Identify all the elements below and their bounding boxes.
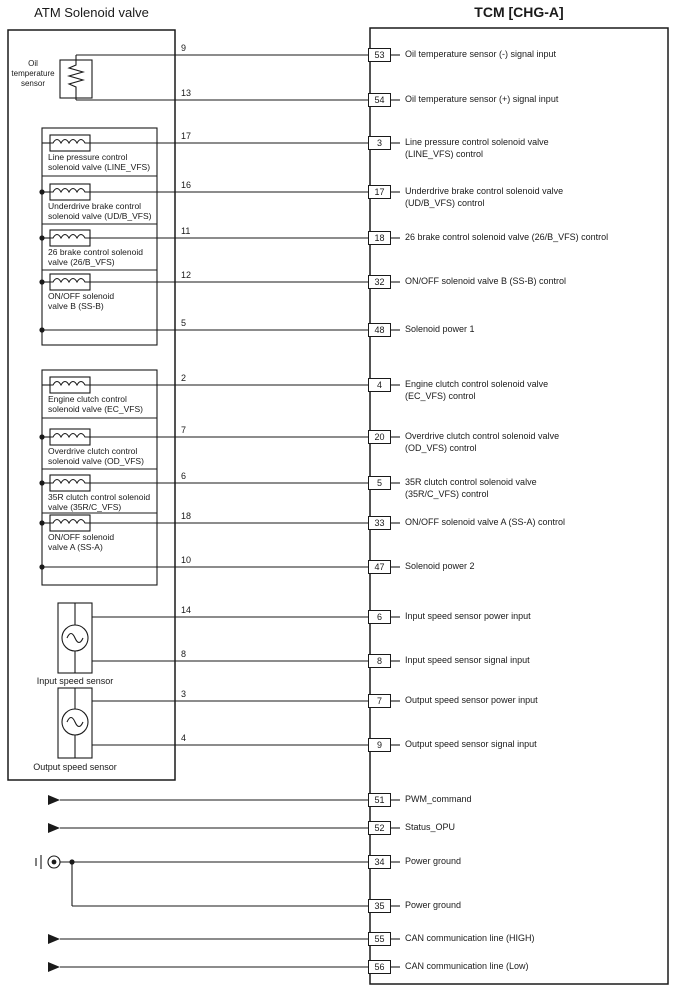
junction-dot	[39, 235, 44, 240]
junction-dot	[39, 564, 44, 569]
tcm-pin-box: 6	[368, 610, 391, 624]
tcm-pin-box: 20	[368, 430, 391, 444]
solenoid-coil-symbol	[50, 377, 90, 393]
tcm-pin-box: 8	[368, 654, 391, 668]
tcm-pin-box: 9	[368, 738, 391, 752]
solenoid-coil-symbol	[50, 429, 90, 445]
solenoid-label: ON/OFF solenoid valve A (SS-A)	[48, 532, 115, 552]
tcm-pin-box: 51	[368, 793, 391, 807]
tcm-pin-box: 17	[368, 185, 391, 199]
tcm-pin-box: 7	[368, 694, 391, 708]
thermistor-zigzag-icon	[69, 60, 83, 98]
wire-pin-number: 14	[181, 605, 192, 615]
wire-pin-number: 10	[181, 555, 192, 565]
sine-icon	[67, 718, 83, 727]
signal-description: Output speed sensor power input	[405, 695, 538, 705]
signal-description: Status_OPU	[405, 822, 456, 832]
wire-pin-number: 5	[181, 318, 187, 328]
signal-arrows	[48, 795, 60, 972]
signal-description: CAN communication line (Low)	[405, 961, 529, 971]
arrow-icon	[48, 934, 60, 944]
wire-pin-number: 12	[181, 270, 192, 280]
output-speed-sensor-label: Output speed sensor	[33, 762, 117, 772]
tcm-pin-box: 4	[368, 378, 391, 392]
wire-pin-number: 6	[181, 471, 187, 481]
solenoid-label: Underdrive brake control solenoid valve (UD/B_VFS)	[48, 201, 152, 221]
signal-description: 35R clutch control solenoid valve (35R/C_VFS) control	[405, 477, 537, 499]
solenoid-coil-symbol	[50, 475, 90, 491]
signal-description: PWM_command	[405, 794, 472, 804]
solenoid-label: Engine clutch control solenoid valve (EC_VFS)	[48, 394, 143, 414]
solenoid-label: 26 brake control solenoid valve (26/B_VFS)	[48, 247, 143, 267]
tcm-pin-box: 48	[368, 323, 391, 337]
wire-pin-number: 18	[181, 511, 192, 521]
signal-description: Oil temperature sensor (+) signal input	[405, 94, 559, 104]
signal-description: ON/OFF solenoid valve B (SS-B) control	[405, 276, 567, 286]
signal-description: Solenoid power 1	[405, 324, 475, 334]
signal-description: Power ground	[405, 900, 462, 910]
solenoid-label: Line pressure control solenoid valve (LINE_VFS)	[48, 152, 151, 172]
wire-pin-number: 8	[181, 649, 187, 659]
pin-stubs	[391, 55, 400, 967]
wire-pin-number: 13	[181, 88, 192, 98]
solenoid-label: ON/OFF solenoid valve B (SS-B)	[48, 291, 115, 311]
wire-pin-number: 16	[181, 180, 192, 190]
tcm-pin-box: 3	[368, 136, 391, 150]
signal-description: Input speed sensor power input	[405, 611, 531, 621]
wire-pin-number: 9	[181, 43, 187, 53]
tcm-pin-box: 32	[368, 275, 391, 289]
arrow-icon	[48, 823, 60, 833]
input-speed-sensor-label: Input speed sensor	[36, 676, 114, 686]
output-speed-sensor-symbol	[58, 688, 92, 758]
tcm-pin-box: 53	[368, 48, 391, 62]
tcm-pin-box: 56	[368, 960, 391, 974]
tcm-pin-box: 5	[368, 476, 391, 490]
sine-icon	[67, 634, 83, 643]
wire-pin-number: 7	[181, 425, 187, 435]
solenoid-coil-symbol	[50, 184, 90, 200]
solenoid-coil-symbol	[50, 135, 90, 151]
oil-temperature-sensor-symbol	[60, 60, 92, 98]
oil-temp-sensor-label: Oil temperature sensor	[11, 59, 55, 88]
atm-title: ATM Solenoid valve	[34, 5, 149, 20]
arrow-icon	[48, 795, 60, 805]
tcm-pin-box: 52	[368, 821, 391, 835]
tcm-title: TCM [CHG-A]	[474, 4, 564, 20]
junction-dot	[39, 434, 44, 439]
solenoid-coil-symbol	[50, 230, 90, 246]
signal-description: Underdrive brake control solenoid valve (UD/B_VFS) control	[405, 186, 564, 208]
signal-description: 26 brake control solenoid valve (26/B_VFS) control	[405, 232, 609, 242]
tcm-box	[370, 28, 668, 984]
tcm-pin-box: 35	[368, 899, 391, 913]
signal-description: CAN communication line (HIGH)	[405, 933, 535, 943]
solenoid-label: 35R clutch control solenoid valve (35R/C_VFS)	[48, 492, 151, 512]
tcm-pin-box: 18	[368, 231, 391, 245]
tcm-pin-box: 33	[368, 516, 391, 530]
tcm-pin-box: 34	[368, 855, 391, 869]
arrow-icon	[48, 962, 60, 972]
solenoid-coil-symbol	[50, 515, 90, 531]
signal-description: Solenoid power 2	[405, 561, 475, 571]
signal-description: Power ground	[405, 856, 462, 866]
signal-description: Line pressure control solenoid valve (LINE_VFS) control	[405, 137, 549, 159]
tcm-pin-box: 47	[368, 560, 391, 574]
signal-description: Output speed sensor signal input	[405, 739, 537, 749]
signal-description: Oil temperature sensor (-) signal input	[405, 49, 557, 59]
wire-pin-number: 11	[181, 226, 191, 236]
junction-dot	[39, 480, 44, 485]
solenoid-coil-symbol	[50, 274, 90, 290]
wire-pin-number: 3	[181, 689, 187, 699]
signal-description: Overdrive clutch control solenoid valve (OD_VFS) control	[405, 431, 560, 453]
junction-dot	[39, 189, 44, 194]
signal-description: ON/OFF solenoid valve A (SS-A) control	[405, 517, 566, 527]
tcm-pin-box: 55	[368, 932, 391, 946]
signal-description: Engine clutch control solenoid valve (EC_VFS) control	[405, 379, 549, 401]
input-speed-sensor-symbol	[58, 603, 92, 673]
tcm-pin-box: 54	[368, 93, 391, 107]
junction-dot	[39, 520, 44, 525]
signal-description: Input speed sensor signal input	[405, 655, 530, 665]
wire-pin-number: 4	[181, 733, 187, 743]
wire-pin-number: 2	[181, 373, 187, 383]
junction-dot	[39, 279, 44, 284]
solenoid-label: Overdrive clutch control solenoid valve (OD_VFS)	[48, 446, 144, 466]
wire-pin-number: 17	[181, 131, 192, 141]
junction-dot	[39, 327, 44, 332]
junction-dot	[69, 859, 74, 864]
